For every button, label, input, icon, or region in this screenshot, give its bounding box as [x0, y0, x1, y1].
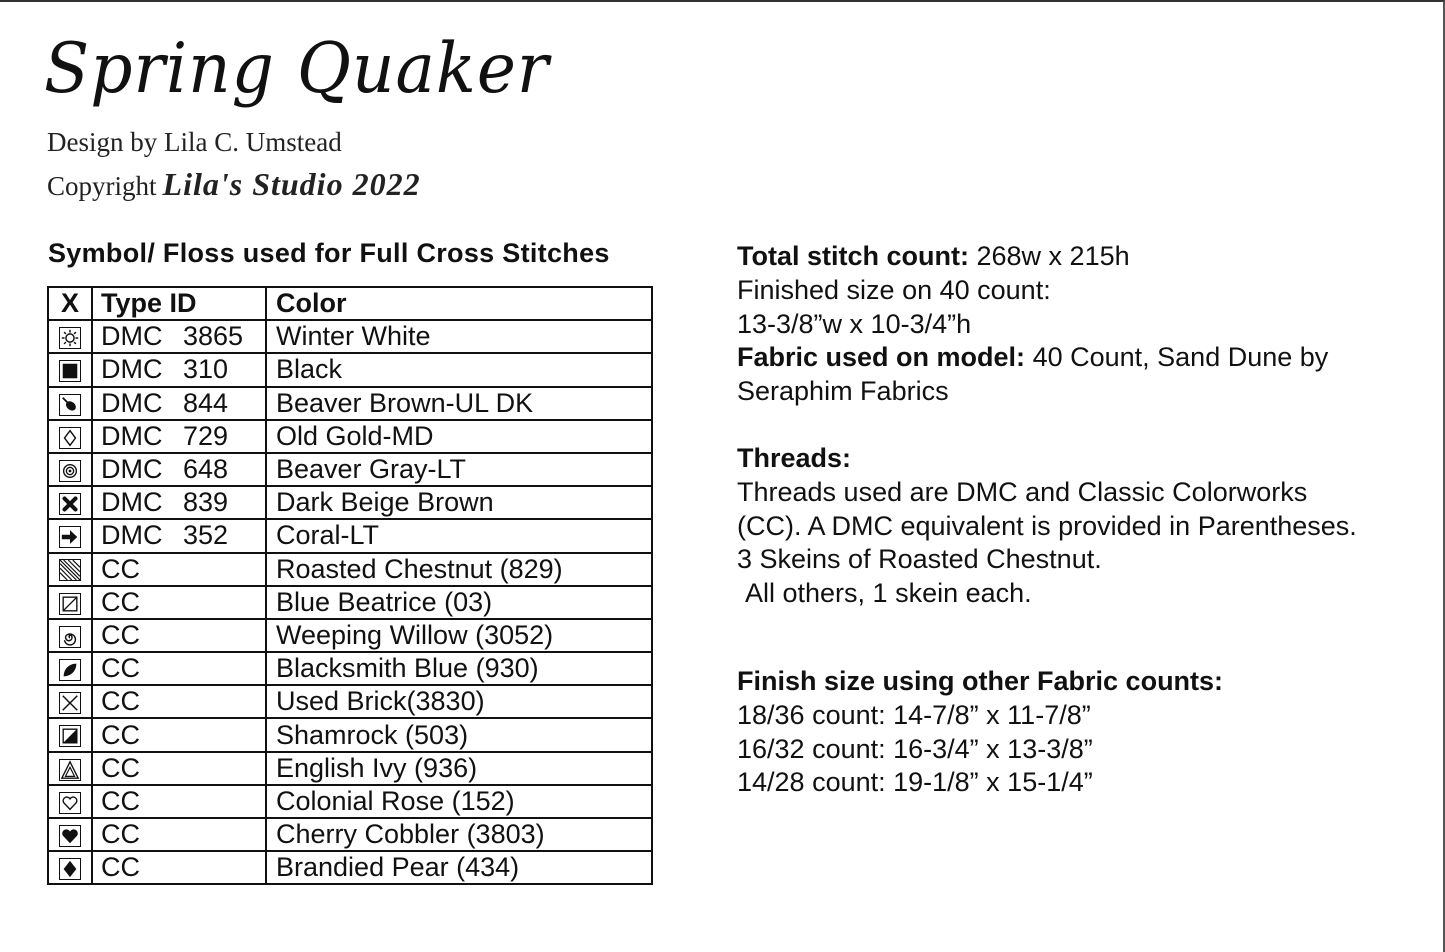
square-slash-icon — [59, 593, 81, 615]
filled-square-icon — [59, 360, 81, 382]
heart-outline-icon — [59, 792, 81, 814]
symbol-cell — [48, 619, 92, 652]
symbol-cell — [48, 519, 92, 552]
floss-id: 729 — [183, 420, 229, 451]
floss-type: CC — [101, 852, 140, 883]
type-id-cell — [92, 353, 266, 386]
finish-size-3: 14/28 count: 19-1/8” x 15-1/4” — [737, 767, 1093, 798]
table-row — [48, 785, 652, 818]
floss-type: DMC — [101, 487, 163, 518]
floss-type: CC — [101, 785, 140, 816]
table-row — [48, 519, 652, 552]
symbol-cell — [48, 752, 92, 785]
table-row — [48, 486, 652, 519]
floss-type: CC — [101, 553, 140, 584]
table-row — [48, 752, 652, 785]
type-id-cell — [92, 519, 266, 552]
symbol-cell — [48, 685, 92, 718]
type-id-cell — [92, 718, 266, 751]
spiral-icon — [59, 626, 81, 648]
table-row — [48, 818, 652, 851]
table-row — [48, 718, 652, 751]
concentric-circles-icon — [59, 460, 81, 482]
threads-heading — [737, 442, 1427, 476]
stitch-count — [737, 240, 1427, 274]
floss-type: DMC — [101, 520, 163, 551]
studio-name: Lila's Studio 2022 — [162, 166, 421, 202]
floss-type: DMC — [101, 420, 163, 451]
table-row — [48, 387, 652, 420]
floss-type: DMC — [101, 387, 163, 418]
symbol-cell — [48, 818, 92, 851]
symbol-cell — [48, 486, 92, 519]
symbol-cell — [48, 553, 92, 586]
fabric-value: 40 Count, Sand Dune by — [1032, 342, 1329, 373]
threads-heading-text: Threads: — [737, 442, 852, 473]
color-name-cell: Old Gold-MD — [266, 420, 652, 453]
floss-table — [47, 286, 653, 885]
copyright-prefix: Copyright — [47, 171, 157, 201]
arrow-right-icon — [59, 526, 81, 548]
color-name-cell: English Ivy (936) — [266, 752, 652, 785]
floss-type: CC — [101, 653, 140, 684]
table-row — [48, 851, 652, 884]
color-name-cell: Dark Beige Brown — [266, 486, 652, 519]
type-id-cell — [92, 652, 266, 685]
floss-id: 352 — [183, 520, 229, 551]
table-header-row — [48, 287, 652, 320]
heart-filled-icon — [59, 825, 81, 847]
symbol-cell — [48, 851, 92, 884]
type-id-cell — [92, 586, 266, 619]
table-row — [48, 586, 652, 619]
threads-line4: All others, 1 skein each. — [745, 578, 1032, 609]
type-id-cell — [92, 685, 266, 718]
symbol-cell — [48, 785, 92, 818]
type-id-cell — [92, 320, 266, 353]
floss-id: 310 — [183, 354, 229, 385]
finish-size-1: 18/36 count: 14-7/8” x 11-7/8” — [737, 699, 1091, 730]
finish-heading — [737, 665, 1427, 699]
symbol-cell — [48, 387, 92, 420]
floss-type: DMC — [101, 454, 163, 485]
table-row — [48, 652, 652, 685]
symbol-cell — [48, 420, 92, 453]
floss-type: CC — [101, 752, 140, 783]
copyright-line — [47, 166, 421, 203]
color-name-cell: Colonial Rose (152) — [266, 785, 652, 818]
symbol-cell — [48, 718, 92, 751]
color-name-cell: Beaver Brown-UL DK — [266, 387, 652, 420]
table-row — [48, 353, 652, 386]
type-id-cell — [92, 619, 266, 652]
ellipse-slash-icon — [59, 394, 81, 416]
stitch-count-label: Total stitch count: — [737, 241, 969, 271]
designer-byline: Design by Lila C. Umstead — [47, 127, 342, 157]
type-id-cell — [92, 851, 266, 884]
symbol-cell — [48, 320, 92, 353]
color-name-cell: Brandied Pear (434) — [266, 851, 652, 884]
table-caption: Symbol/ Floss used for Full Cross Stitches — [48, 238, 610, 268]
fabric-line — [737, 341, 1427, 375]
floss-type: DMC — [101, 321, 163, 352]
table-row — [48, 320, 652, 353]
color-name-cell: Roasted Chestnut (829) — [266, 553, 652, 586]
color-name-cell: Weeping Willow (3052) — [266, 619, 652, 652]
floss-type: CC — [101, 619, 140, 650]
threads-line3: 3 Skeins of Roasted Chestnut. — [737, 544, 1102, 575]
floss-id: 3865 — [183, 321, 244, 352]
finish-heading-text: Finish size using other Fabric counts: — [737, 665, 1224, 696]
floss-type: CC — [101, 819, 140, 850]
diagonal-hatch-icon — [59, 559, 81, 581]
header-type-id: Type ID — [92, 287, 266, 320]
table-row — [48, 453, 652, 486]
floss-table-body — [48, 320, 652, 884]
floss-type: CC — [101, 586, 140, 617]
type-id-cell — [92, 486, 266, 519]
type-id-cell — [92, 785, 266, 818]
color-name-cell: Blacksmith Blue (930) — [266, 652, 652, 685]
floss-type: DMC — [101, 354, 163, 385]
type-id-cell — [92, 387, 266, 420]
stitch-count-value: 268w x 215h — [976, 241, 1130, 271]
color-name-cell: Coral-LT — [266, 519, 652, 552]
diamond-outline-icon — [59, 427, 81, 449]
table-row — [48, 420, 652, 453]
triangle-nested-icon — [59, 759, 81, 781]
thin-x-icon — [59, 692, 81, 714]
symbol-cell — [48, 453, 92, 486]
fabric-line2: Seraphim Fabrics — [737, 376, 949, 407]
color-name-cell: Black — [266, 353, 652, 386]
color-name-cell: Beaver Gray-LT — [266, 453, 652, 486]
type-id-cell — [92, 752, 266, 785]
color-name-cell: Blue Beatrice (03) — [266, 586, 652, 619]
diamond-filled-icon — [59, 858, 81, 880]
table-row — [48, 619, 652, 652]
floss-id: 839 — [183, 487, 229, 518]
color-name-cell: Winter White — [266, 320, 652, 353]
table-row — [48, 553, 652, 586]
finished-size-line2: 13-3/8”w x 10-3/4”h — [737, 308, 972, 339]
filled-leaf-icon — [59, 659, 81, 681]
fabric-label: Fabric used on model: — [737, 342, 1026, 373]
color-name-cell: Cherry Cobbler (3803) — [266, 818, 652, 851]
bold-x-icon — [59, 493, 81, 515]
header-color: Color — [266, 287, 652, 320]
finished-size-line1: Finished size on 40 count: — [737, 274, 1051, 305]
symbol-cell — [48, 353, 92, 386]
floss-id: 648 — [183, 454, 229, 485]
color-name-cell: Used Brick(3830) — [266, 685, 652, 718]
symbol-cell — [48, 586, 92, 619]
threads-line1: Threads used are DMC and Classic Colorworks — [737, 476, 1308, 507]
table-row — [48, 685, 652, 718]
header-symbol: X — [48, 287, 92, 320]
sun-outline-icon — [59, 327, 81, 349]
threads-line2: (CC). A DMC equivalent is provided in Parentheses. — [737, 510, 1357, 541]
color-name-cell: Shamrock (503) — [266, 718, 652, 751]
details-panel — [737, 240, 1427, 800]
finish-size-2: 16/32 count: 16-3/4” x 13-3/8” — [737, 733, 1093, 764]
type-id-cell — [92, 420, 266, 453]
floss-type: CC — [101, 719, 140, 750]
floss-type: CC — [101, 686, 140, 717]
type-id-cell — [92, 453, 266, 486]
symbol-cell — [48, 652, 92, 685]
square-half-fill-icon — [59, 725, 81, 747]
type-id-cell — [92, 818, 266, 851]
page-title: Spring Quaker — [44, 28, 550, 109]
type-id-cell — [92, 553, 266, 586]
floss-id: 844 — [183, 387, 229, 418]
